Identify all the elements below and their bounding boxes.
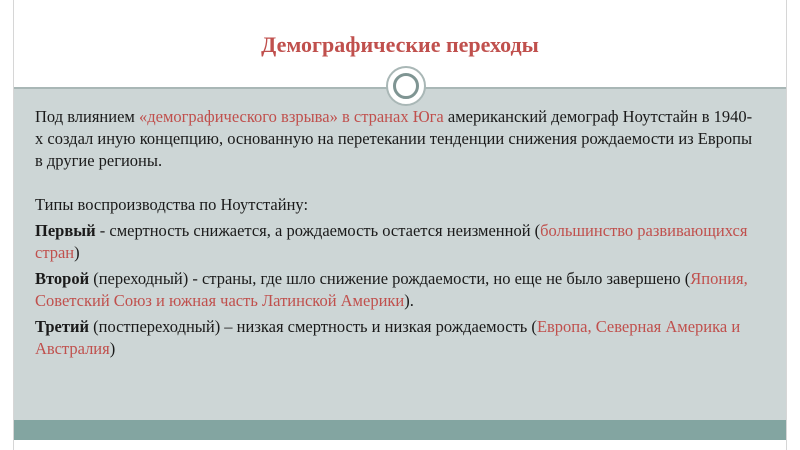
- slide-content: [35, 106, 755, 364]
- type-item-first: [35, 220, 755, 264]
- type-text: (переходный) - страны, где шло снижение рождаемости, но еще не было завершено (: [89, 269, 691, 288]
- intro-text-before: Под влиянием: [35, 107, 139, 126]
- type-text: - смертность снижается, а рождаемость остается неизменной (: [95, 221, 541, 240]
- type-end: ): [74, 243, 80, 262]
- circle-ornament-inner: [393, 73, 419, 99]
- bottom-bar: [14, 420, 786, 440]
- content-area: [14, 89, 786, 420]
- type-highlight: Европа, Северная Америка и Австралия: [35, 317, 741, 358]
- intro-paragraph: [35, 106, 755, 172]
- intro-highlight: «демографического взрыва» в странах Юга: [139, 107, 444, 126]
- type-item-second: [35, 268, 755, 312]
- type-end: ).: [404, 291, 414, 310]
- types-heading: Типы воспроизводства по Ноутстайну:: [35, 195, 309, 214]
- type-end: ): [109, 339, 116, 358]
- slide: [13, 0, 787, 450]
- slide-title: Демографические переходы: [261, 32, 539, 57]
- type-text: (постпереходный) – низкая смертность и низкая рождаемость (: [89, 317, 537, 336]
- type-highlight: Япония, Советский Союз и южная часть Латинской Америки: [35, 269, 748, 310]
- type-highlight: большинство развивающихся стран: [35, 221, 748, 262]
- type-name: Первый: [35, 221, 96, 240]
- circle-ornament-icon: [386, 66, 426, 106]
- type-item-third: [35, 316, 755, 360]
- intro-text-after: американский демограф Ноутстайн в 1940-х создал иную концепцию, основанную на перетекании тенденции снижения рождаемости из Европы в другие регионы.: [35, 107, 753, 170]
- type-name: Второй: [35, 269, 90, 288]
- type-name: Третий: [35, 317, 89, 336]
